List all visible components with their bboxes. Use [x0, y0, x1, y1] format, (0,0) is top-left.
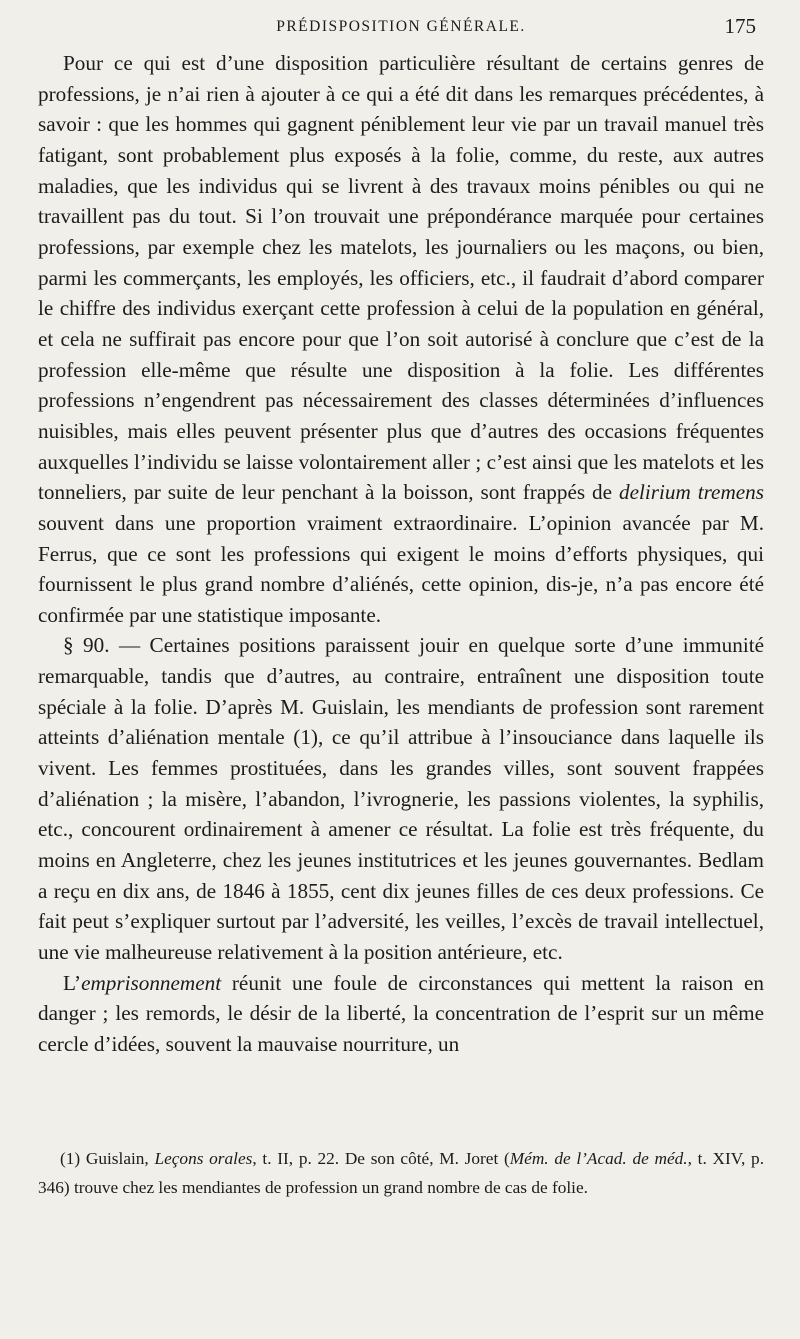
paragraph-text: souvent dans une proportion vraiment extraordinaire. L’opinion avancée par M. Ferrus, que ce sont les professions qui exigent le moins d’efforts physiques, qui fournissent le plus grand nombre d’aliénés, cette opinion, dis-je, n’a pas encore été confirmée par une statistique imposante. — [38, 510, 764, 627]
paragraph-text: § 90. — Certaines positions paraissent jouir en quelque sorte d’une immunité remarquable, tandis que d’autres, au contraire, entraînent une disposition toute spéciale à la folie. D’après M. Guislain, les mendiants de profession sont rarement atteints d’aliénation mentale (1), ce qu’il attribue à l’insouciance dans laquelle ils vivent. Les femmes prostituées, dans les grandes villes, sont souvent frappées d’aliénation ; la misère, l’abandon, l’ivrognerie, les passions violentes, la syphilis, etc., concourent ordinairement à amener ce résultat. La folie est très fréquente, du moins en Angleterre, chez les jeunes institutrices et les jeunes gouvernantes. Bedlam a reçu en dix ans, de 1846 à 1855, cent dix jeunes filles de ces deux professions. Ce fait peut s’expliquer surtout par l’adversité, les veilles, l’excès de travail intellectuel, une vie malheureuse relativement à la position antérieure, etc. — [38, 633, 764, 965]
footnote-part: , t. XIV, p. 346) trouve chez les mendiantes de profession un grand nombre de cas de folie. — [38, 1148, 765, 1197]
footnote — [38, 1144, 764, 1202]
main-text — [38, 48, 764, 1060]
footnote-part: , t. II, p. 22. De son côté, M. Joret ( — [252, 1148, 510, 1168]
footnote-text — [38, 1144, 764, 1202]
paragraph-text: réunit une foule de circonstances qui mettent la raison en danger ; les remords, le désir de la liberté, la concentration de l’esprit sur un même cercle d’idées, souvent la mauvaise nourriture, un — [38, 970, 764, 1056]
paragraph-text: L’ — [63, 970, 82, 995]
paragraph-emprisonnement — [38, 968, 764, 1060]
paragraph-professions — [38, 48, 764, 630]
footnote-italic: Leçons orales — [154, 1148, 253, 1168]
running-title: PRÉDISPOSITION GÉNÉRALE. — [276, 18, 526, 35]
italic-term: emprisonnement — [81, 970, 222, 995]
footnote-gap — [38, 1060, 764, 1144]
paragraph-section-90 — [38, 630, 764, 967]
page-number: 175 — [724, 14, 756, 38]
footnote-part: (1) Guislain, — [60, 1148, 155, 1168]
italic-term: delirium tremens — [618, 480, 764, 505]
paragraph-text: Pour ce qui est d’une disposition particulière résultant de certains genres de professions, je n’ai rien à ajouter à ce qui a été dit dans les remarques précédentes, à savoir : que les hommes qui gagnent péniblement leur vie par un travail manuel très fatigant, sont probablement plus exposés à la folie, comme, du reste, aux autres maladies, que les individus qui se livrent à des travaux moins pénibles ou qui ne travaillent pas du tout. Si l’on trouvait une prépondérance marquée pour certaines professions, par exemple chez les matelots, les journaliers ou les maçons, ou bien, parmi les commerçants, les employés, les officiers, etc., il faudrait d’abord comparer le chiffre des individus exerçant cette profession à celui de la population en général, et cela ne suffirait pas encore pour que l’on soit autorisé à conclure que c’est de la profession elle-même que résulte une disposition à la folie. Les différentes professions n’engendrent pas nécessairement des classes déterminées d’influences nuisibles, mais elles peuvent présenter plus que d’autres des occasions fréquentes auxquelles l’individu se laisse volontairement aller ; c’est ainsi que les matelots et les tonneliers, par suite de leur penchant à la boisson, sont frappés de — [38, 51, 764, 505]
footnote-italic: Mém. de l’Acad. de méd. — [509, 1148, 688, 1168]
page-header — [38, 12, 764, 40]
